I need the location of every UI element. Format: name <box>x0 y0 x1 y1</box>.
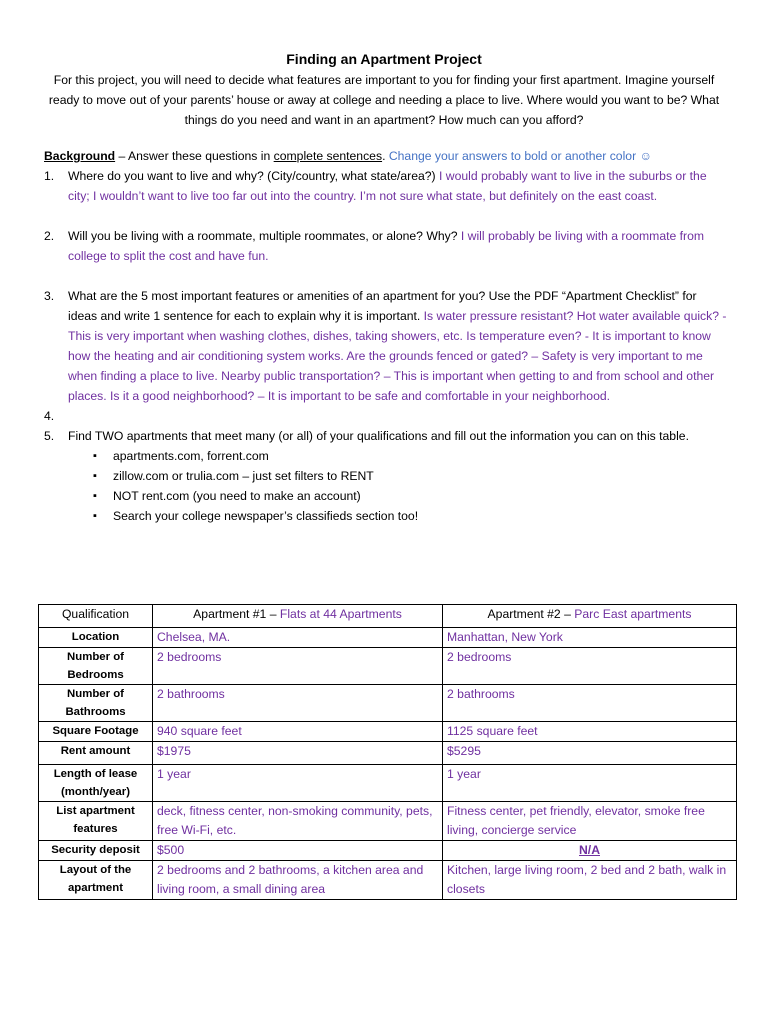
header-apt1-name: Flats at 44 Apartments <box>279 607 402 621</box>
apt2-cell[interactable]: 2 bedrooms <box>443 648 737 685</box>
table-row <box>39 841 737 861</box>
apt2-cell[interactable]: $5295 <box>443 742 737 765</box>
row-label: Layout of the apartment <box>39 861 153 900</box>
row-label: Number of Bathrooms <box>39 685 153 722</box>
table-row <box>39 861 737 900</box>
answer-text[interactable]: I would probably want to live in the suburbs or the city; I wouldn’t want to live too far out into the country. I’m not sure what state, but definitely on the east coast. <box>68 169 707 203</box>
question-2 <box>44 226 728 266</box>
question-number: 5. <box>44 429 55 443</box>
table-header-row <box>39 605 737 628</box>
question-number: 1. <box>44 169 55 183</box>
apt2-cell[interactable]: 1 year <box>443 765 737 802</box>
table-row <box>39 648 737 685</box>
row-label: Location <box>39 628 153 648</box>
document-title: Finding an Apartment Project <box>286 51 482 67</box>
apt1-cell[interactable]: deck, fitness center, non-smoking community, pets, free Wi-Fi, etc. <box>153 802 443 841</box>
question-text: Will you be living with a roommate, multiple roommates, or alone? Why? <box>68 229 461 243</box>
list-item: ▪ Search your college newspaper’s classifieds section too! <box>93 506 768 526</box>
apt1-cell[interactable]: Chelsea, MA. <box>153 628 443 648</box>
row-label: Square Footage <box>39 722 153 742</box>
table-row <box>39 722 737 742</box>
apartment-table <box>38 604 737 900</box>
apt1-cell[interactable]: 2 bedrooms <box>153 648 443 685</box>
background-dash: – Answer these questions in <box>115 149 274 163</box>
table-row <box>39 742 737 765</box>
row-label: Number of Bedrooms <box>39 648 153 685</box>
header-apartment-2 <box>443 605 737 628</box>
row-label: List apartment features <box>39 802 153 841</box>
apt1-cell[interactable]: $1975 <box>153 742 443 765</box>
list-item: ▪ apartments.com, forrent.com <box>93 446 768 466</box>
question-text: What are the 5 most important features or amenities of an apartment for you? Use the PDF “Apartment Checklist” for ideas and write 1 sentence for each to explain why it is important. <box>68 289 697 323</box>
apt1-cell[interactable]: $500 <box>153 841 443 861</box>
list-item: ▪ zillow.com or trulia.com – just set filters to RENT <box>93 466 768 486</box>
background-heading <box>44 146 768 166</box>
question-4 <box>44 406 728 426</box>
question-number: 2. <box>44 229 55 243</box>
question-text: Where do you want to live and why? (City/country, what state/area?) <box>68 169 439 183</box>
table-row <box>39 765 737 802</box>
resource-list <box>93 446 768 526</box>
complete-sentences: complete sentences <box>273 149 383 163</box>
question-number: 4. <box>44 409 55 423</box>
question-3 <box>44 286 728 406</box>
answer-text[interactable]: Is water pressure resistant? Hot water available quick? - This is very important when washing clothes, dishes, taking showers, etc. Is temperature even? - It is important to know how the heating and air conditioning system works. Are the grounds fenced or gated? – Safety is very important to me when finding a place to live. Nearby public transportation? – This is important when getting to and from school and other places. Is it a good neighborhood? – It is important to be safe and comfortable in your neighborhood. <box>68 309 727 403</box>
row-label: Length of lease (month/year) <box>39 765 153 802</box>
apt2-cell[interactable]: Manhattan, New York <box>443 628 737 648</box>
apt2-cell[interactable]: 1125 square feet <box>443 722 737 742</box>
question-5 <box>44 426 728 446</box>
list-item: ▪ NOT rent.com (you need to make an account) <box>93 486 768 506</box>
apt1-cell[interactable]: 940 square feet <box>153 722 443 742</box>
question-number: 3. <box>44 289 55 303</box>
question-text: Find TWO apartments that meet many (or all) of your qualifications and fill out the information you can on this table. <box>68 429 689 443</box>
apt1-cell[interactable]: 2 bathrooms <box>153 685 443 722</box>
background-label: Background <box>44 149 116 163</box>
header-apt2-prefix: Apartment #2 – <box>487 607 575 621</box>
header-apartment-1 <box>153 605 443 628</box>
answer-text[interactable]: I will probably be living with a roommate from college to split the cost and have fun. <box>68 229 705 263</box>
table-row <box>39 628 737 648</box>
header-qualification: Qualification <box>39 605 153 628</box>
background-note: Change your answers to bold or another color ☺ <box>388 149 652 163</box>
apt1-cell[interactable]: 2 bedrooms and 2 bathrooms, a kitchen area and living room, a small dining area <box>153 861 443 900</box>
table-row <box>39 685 737 722</box>
apt2-cell[interactable]: Kitchen, large living room, 2 bed and 2 bath, walk in closets <box>443 861 737 900</box>
table-row <box>39 802 737 841</box>
intro-paragraph: For this project, you will need to decide what features are important to you for finding your first apartment. Imagine yourself ready to move out of your parents’ house or away at college and needing a place to live. Where would you want to be? What things do you need and want in an apartment? How much can you afford? <box>48 73 720 127</box>
apt1-cell[interactable]: 1 year <box>153 765 443 802</box>
apt2-cell[interactable]: N/A <box>443 841 737 861</box>
row-label: Rent amount <box>39 742 153 765</box>
row-label: Security deposit <box>39 841 153 861</box>
apt2-cell[interactable]: 2 bathrooms <box>443 685 737 722</box>
header-apt2-name: Parc East apartments <box>574 607 692 621</box>
apt2-cell[interactable]: Fitness center, pet friendly, elevator, smoke free living, concierge service <box>443 802 737 841</box>
header-apt1-prefix: Apartment #1 – <box>193 607 280 621</box>
question-1 <box>44 166 728 206</box>
background-period: . <box>382 149 389 163</box>
